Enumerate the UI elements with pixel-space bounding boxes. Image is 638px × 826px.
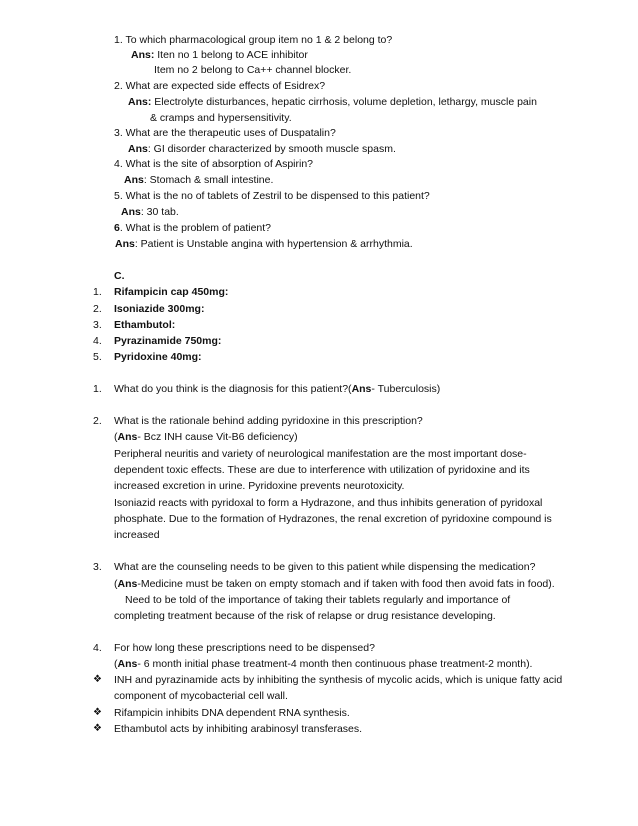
paren: ( <box>114 658 118 670</box>
question-6-text: . What is the problem of patient? <box>119 222 272 234</box>
c-question-1-number: 1. <box>93 383 102 395</box>
answer-2-line-2: & cramps and hypersensitivity. <box>150 112 292 124</box>
diamond-bullet-icon: ❖ <box>93 707 102 718</box>
drug-number: 4. <box>93 335 102 347</box>
answer-5 <box>121 205 179 219</box>
ans-label: Ans <box>121 206 141 218</box>
drug-item: Rifampicin cap 450mg: <box>114 286 229 298</box>
ans-label: Ans <box>117 658 138 670</box>
drug-number: 3. <box>93 319 102 331</box>
ans-label: Ans <box>351 383 372 395</box>
c-question-3: What are the counseling needs to be given to this patient while dispensing the medication? <box>114 561 536 573</box>
c-question-4-number: 4. <box>93 642 102 654</box>
c-question-2-number: 2. <box>93 415 102 427</box>
ans-text: -Medicine must be taken on empty stomach and if taken with food then avoid fats in food). <box>137 578 555 590</box>
drug-item: Pyridoxine 40mg: <box>114 351 202 363</box>
ans-text: : Patient is Unstable angina with hypertension & arrhythmia. <box>134 238 413 250</box>
ans-text: : 30 tab. <box>140 206 179 218</box>
answer-3 <box>128 142 396 156</box>
c-answer-4 <box>114 657 532 671</box>
diamond-bullet-icon: ❖ <box>93 723 102 734</box>
answer-1-line-2: Item no 2 belong to Ca++ channel blocker. <box>154 64 352 76</box>
drug-item: Isoniazide 300mg: <box>114 303 205 315</box>
answer-4 <box>124 173 273 187</box>
drug-item: Pyrazinamide 750mg: <box>114 335 222 347</box>
ans-text: - 6 month initial phase treatment-4 month then continuous phase treatment-2 month). <box>137 658 533 670</box>
question-2: 2. What are expected side effects of Esidrex? <box>114 80 326 92</box>
drug-number: 1. <box>93 286 102 298</box>
ans-label: Ans <box>117 431 138 443</box>
ans-label: Ans: <box>128 96 152 108</box>
c-answer-2 <box>114 430 298 444</box>
ans-text: Electrolyte disturbances, hepatic cirrhosis, volume depletion, lethargy, muscle pain <box>154 96 537 108</box>
ans-label: Ans <box>115 238 135 250</box>
ans-text: - Bcz INH cause Vit-B6 deficiency) <box>137 431 298 443</box>
ans-text: Iten no 1 belong to ACE inhibitor <box>157 49 308 61</box>
question-6 <box>114 221 271 235</box>
body-line: phosphate. Due to the formation of Hydrazones, the renal excretion of pyridoxine compound is <box>114 513 552 525</box>
question-1: 1. To which pharmacological group item no 1 & 2 belong to? <box>114 34 393 46</box>
answer-1-line-1 <box>131 48 308 62</box>
c-answer-3 <box>114 577 555 591</box>
body-line: increased excretion in urine. Pyridoxine prevents neurotoxicity. <box>114 480 405 492</box>
body-line: completing treatment because of the risk of relapse or drug resistance developing. <box>114 610 496 622</box>
bullet-item: Ethambutol acts by inhibiting arabinosyl transferases. <box>114 723 363 735</box>
question-6-number: 6 <box>114 222 120 234</box>
body-line: dependent toxic effects. These are due to interference with utilization of pyridoxine and its <box>114 464 530 476</box>
c-question-1 <box>114 382 440 396</box>
c-question-2: What is the rationale behind adding pyridoxine in this prescription? <box>114 415 423 427</box>
c-question-3-number: 3. <box>93 561 102 573</box>
diamond-bullet-icon: ❖ <box>93 674 102 685</box>
ans-label: Ans: <box>131 49 155 61</box>
ans-text: - Tuberculosis) <box>371 383 441 395</box>
ans-text: : Stomach & small intestine. <box>143 174 274 186</box>
body-line: Peripheral neuritis and variety of neurological manifestation are the most important dose- <box>114 448 527 460</box>
answer-2-line-1 <box>128 95 537 109</box>
bullet-item: INH and pyrazinamide acts by inhibiting the synthesis of mycolic acids, which is unique fatty acid <box>114 674 563 686</box>
question-text: What do you think is the diagnosis for this patient?( <box>114 383 352 395</box>
question-3: 3. What are the therapeutic uses of Duspatalin? <box>114 127 336 139</box>
drug-number: 5. <box>93 351 102 363</box>
drug-item: Ethambutol: <box>114 319 176 331</box>
body-line: Isoniazid reacts with pyridoxal to form a Hydrazone, and thus inhibits generation of pyridoxal <box>114 497 543 509</box>
ans-label: Ans <box>117 578 138 590</box>
section-c-heading: C. <box>114 270 125 282</box>
bullet-item-continued: component of mycobacterial cell wall. <box>114 690 288 702</box>
answer-6 <box>115 237 413 251</box>
c-question-4: For how long these prescriptions need to be dispensed? <box>114 642 375 654</box>
paren: ( <box>114 431 118 443</box>
ans-text: : GI disorder characterized by smooth muscle spasm. <box>147 143 396 155</box>
ans-label: Ans <box>124 174 144 186</box>
drug-number: 2. <box>93 303 102 315</box>
bullet-item: Rifampicin inhibits DNA dependent RNA synthesis. <box>114 707 350 719</box>
question-4: 4. What is the site of absorption of Aspirin? <box>114 158 314 170</box>
ans-label: Ans <box>128 143 148 155</box>
body-line: increased <box>114 529 160 541</box>
body-line: Need to be told of the importance of taking their tablets regularly and importance of <box>125 594 511 606</box>
question-5: 5. What is the no of tablets of Zestril to be dispensed to this patient? <box>114 190 430 202</box>
paren: ( <box>114 578 118 590</box>
